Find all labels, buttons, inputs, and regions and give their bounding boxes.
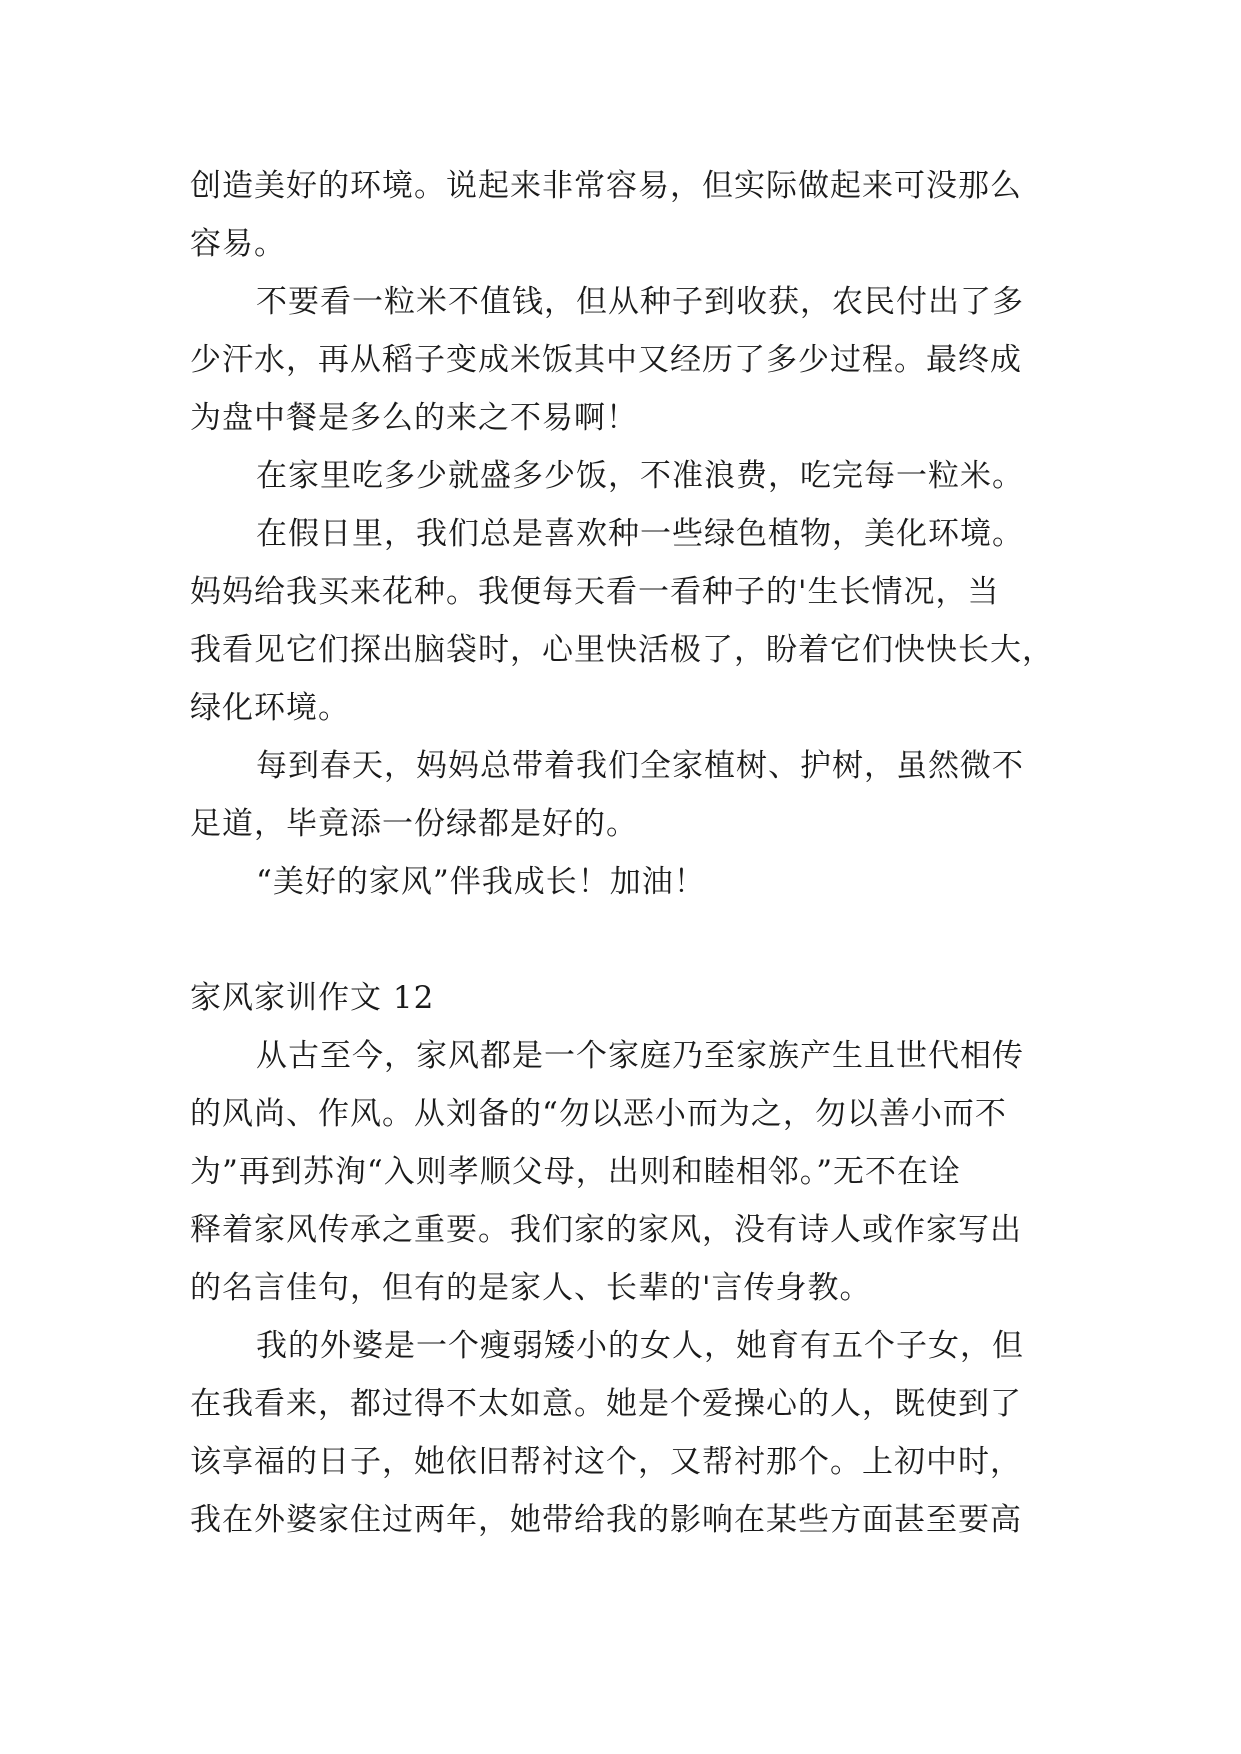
text-line: 的风尚、作风。从刘备的“勿以恶小而为之，勿以善小而不 <box>190 1096 1007 1132</box>
text-line: 每到春天，妈妈总带着我们全家植树、护树，虽然微不 <box>256 748 1024 784</box>
text-line: 创造美好的环境。说起来非常容易，但实际做起来可没那么 <box>190 168 1022 204</box>
text-line: 足道，毕竟添一份绿都是好的。 <box>190 806 638 842</box>
text-line: 我看见它们探出脑袋时，心里快活极了，盼着它们快快长大， <box>190 632 1054 668</box>
text-line: 我的外婆是一个瘦弱矮小的女人，她育有五个子女，但 <box>256 1328 1024 1364</box>
text-line: 在假日里，我们总是喜欢种一些绿色植物，美化环境。 <box>256 516 1024 552</box>
text-line: 少汗水，再从稻子变成米饭其中又经历了多少过程。最终成 <box>190 342 1022 378</box>
text-line: 的名言佳句，但有的是家人、长辈的'言传身教。 <box>190 1270 872 1306</box>
text-line: 释着家风传承之重要。我们家的家风，没有诗人或作家写出 <box>190 1212 1022 1248</box>
text-line: 容易。 <box>190 226 286 262</box>
text-line: 我在外婆家住过两年，她带给我的影响在某些方面甚至要高 <box>190 1502 1022 1538</box>
text-line: 该享福的日子，她依旧帮衬这个，又帮衬那个。上初中时， <box>190 1444 1022 1480</box>
text-line: “美好的家风”伴我成长！加油！ <box>256 864 706 900</box>
text-line: 不要看一粒米不值钱，但从种子到收获，农民付出了多 <box>256 284 1024 320</box>
text-line: 绿化环境。 <box>190 690 350 726</box>
text-line: 为盘中餐是多么的来之不易啊！ <box>190 400 638 436</box>
section-heading: 家风家训作文 12 <box>190 980 435 1016</box>
text-line: 在我看来，都过得不太如意。她是个爱操心的人，既使到了 <box>190 1386 1022 1422</box>
text-line: 妈妈给我买来花种。我便每天看一看种子的'生长情况，当 <box>190 574 1000 610</box>
text-line: 在家里吃多少就盛多少饭，不准浪费，吃完每一粒米。 <box>256 458 1024 494</box>
text-line: 从古至今，家风都是一个家庭乃至家族产生且世代相传 <box>256 1038 1024 1074</box>
text-line: 为”再到苏洵“入则孝顺父母，出则和睦相邻。”无不在诠 <box>190 1154 962 1190</box>
